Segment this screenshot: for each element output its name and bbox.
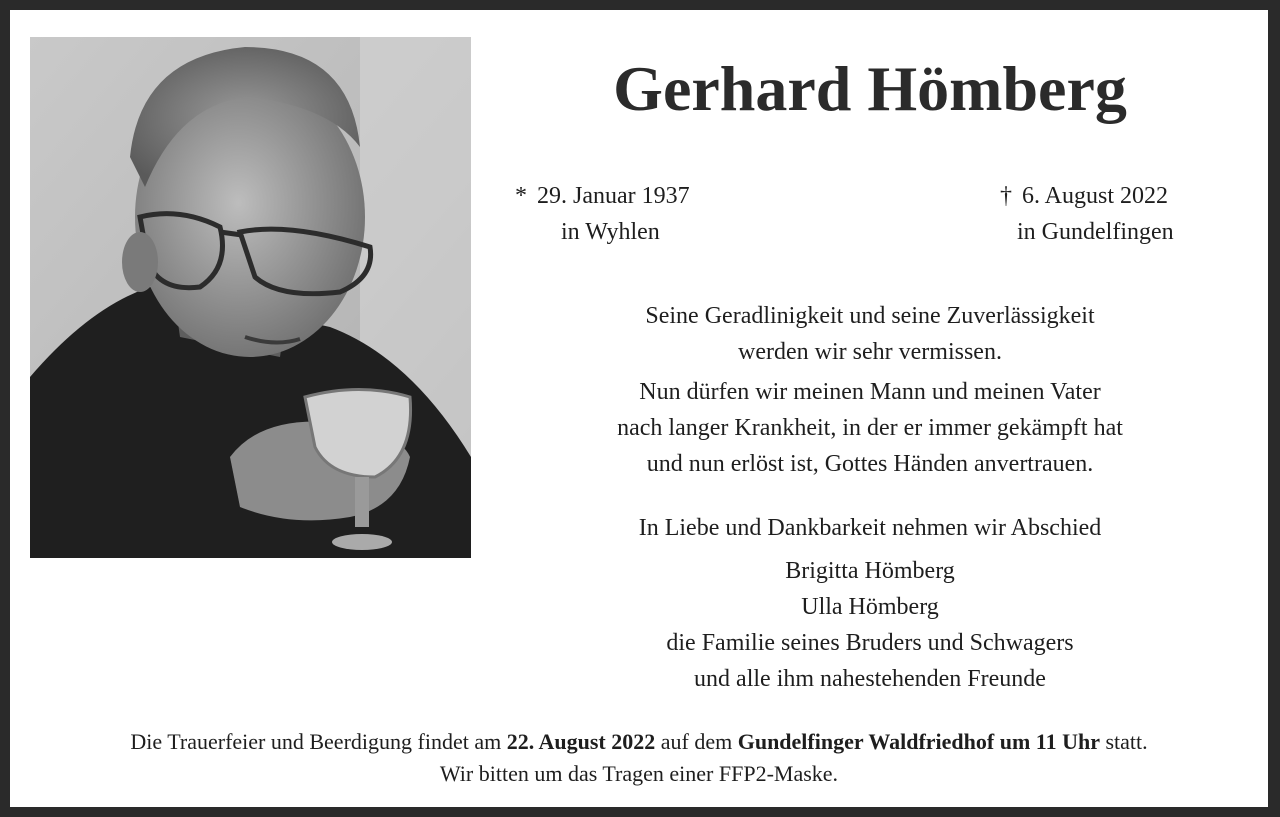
deceased-name: Gerhard Hömberg [613, 53, 1127, 124]
birth-info [515, 178, 745, 250]
death-place: in Gundelfingen [1017, 219, 1174, 245]
mourner-name: die Familie seines Bruders und Schwagers [666, 630, 1074, 656]
ceremony-info [10, 726, 1268, 790]
portrait-photo [30, 37, 471, 558]
ceremony-place: Gundelfinger Waldfriedhof um 11 Uhr [737, 729, 1100, 754]
ceremony-line [10, 726, 1268, 758]
mourner-name: Brigitta Hömberg [785, 558, 955, 584]
farewell-statement [480, 510, 1260, 546]
mourner-name: Ulla Hömberg [801, 594, 939, 620]
death-cross-icon: † [1000, 183, 1012, 209]
text-line: Seine Geradlinigkeit und seine Zuverlässigkeit [645, 303, 1095, 329]
text-line: nach langer Krankheit, in der er immer gekämpft hat [617, 415, 1123, 441]
footer-text: auf dem [655, 729, 738, 754]
text-line: In Liebe und Dankbarkeit nehmen wir Abschied [638, 515, 1102, 541]
text-line: Nun dürfen wir meinen Mann und meinen Vater [639, 379, 1101, 405]
text-line: werden wir sehr vermissen. [738, 339, 1002, 365]
death-date-line [1000, 178, 1220, 214]
mourners-list [480, 553, 1260, 697]
birth-date: 29. Januar 1937 [537, 183, 690, 209]
obituary-notice [10, 10, 1268, 807]
footer-text: Die Trauerfeier und Beerdigung findet am [130, 729, 507, 754]
ceremony-date: 22. August 2022 [506, 729, 656, 754]
tribute-paragraph [480, 298, 1260, 370]
footer-text: statt. [1099, 729, 1148, 754]
mask-notice: Wir bitten um das Tragen einer FFP2-Maske. [439, 761, 839, 786]
farewell-paragraph [480, 374, 1260, 482]
death-date: 6. August 2022 [1022, 183, 1169, 209]
birth-star-icon: * [515, 183, 527, 209]
birth-date-line [515, 178, 745, 214]
birth-place: in Wyhlen [561, 219, 660, 245]
death-info [1000, 178, 1220, 250]
mourner-name: und alle ihm nahestehenden Freunde [694, 666, 1046, 692]
portrait-image [30, 37, 471, 558]
text-line: und nun erlöst ist, Gottes Händen anvertrauen. [646, 451, 1094, 477]
